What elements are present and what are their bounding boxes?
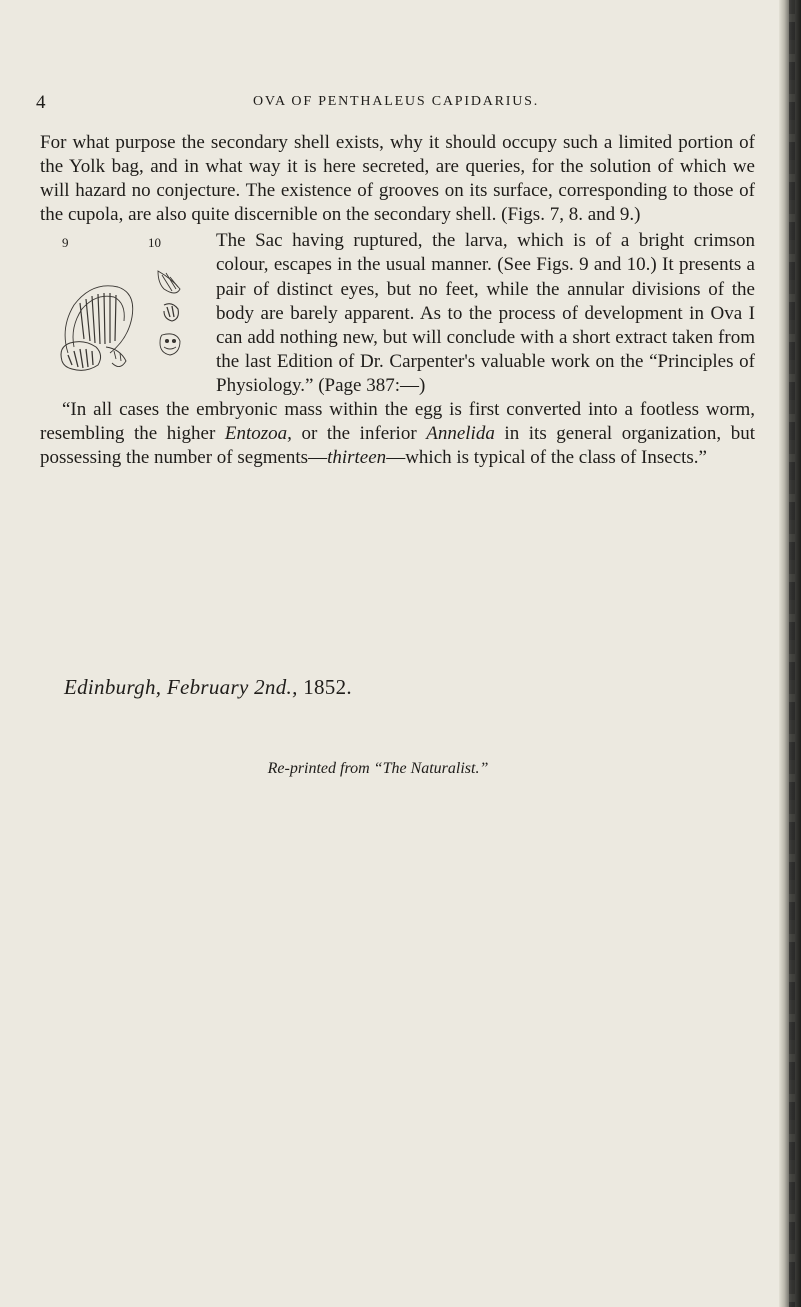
quote-text-2: or the inferior xyxy=(291,423,427,445)
quote-text-1: “In all cases the embryonic mass within the egg is first converted into a footless worm, resembling the higher xyxy=(40,399,755,445)
book-spine-texture xyxy=(789,0,795,1307)
quote-italic-annelida: Annelida xyxy=(426,423,495,445)
figure-9-label: 9 xyxy=(62,235,69,251)
quote-italic-thirteen: thirteen xyxy=(327,447,387,469)
running-head-title: OVA OF PENTHALEUS CAPIDARIUS. xyxy=(252,94,540,109)
paragraph-larva: The Sac having ruptured, the larva, which is of a bright crimson colour, escapes in the usual manner. (See Figs. 9 and 10.) It presents a pair of distinct eyes, but no feet, while the annular divisions of the body are barely apparent. As to the process of development in Ova I can add nothing new, but will conclude with a short extract taken from the last Edition of Dr. Carpenter's valuable work on the “Principles of Physiology.” (Page 387:—) xyxy=(216,230,755,396)
running-head xyxy=(36,92,756,114)
reprint-note: Re-printed from “The Naturalist.” xyxy=(267,760,489,777)
body-text xyxy=(40,131,755,470)
quote-italic-entozoa: Entozoa, xyxy=(224,423,292,445)
page-number: 4 xyxy=(36,92,46,113)
quote-text-3: in its general organization, but possessing the number of segments— xyxy=(40,423,755,469)
figure-ova-engraving xyxy=(40,243,210,381)
signature-line xyxy=(64,675,352,700)
paragraph-larva-wrapper xyxy=(40,229,755,398)
figure-9-egg-drawing xyxy=(61,286,133,371)
paragraph-secondary-shell: For what purpose the secondary shell exists, why it should occupy such a limited portion of the Yolk bag, and in what way it is here secreted, are queries, for the solution of which we will hazard no conjecture. The existence of grooves on its surface, corresponding to those of the cupola, are also quite discernible on the secondary shell. (Figs. 7, 8. and 9.) xyxy=(40,132,755,226)
signature-year: 1852. xyxy=(303,675,352,699)
book-spine-edge xyxy=(779,0,801,1307)
signature-place-date: Edinburgh, February 2nd., xyxy=(64,675,298,699)
figure-10-label: 10 xyxy=(148,235,161,251)
figure-illustrations xyxy=(40,231,210,381)
figure-10-larva-drawing xyxy=(158,271,180,355)
quote-text-4: —which is typical of the class of Insects.” xyxy=(386,447,707,469)
paragraph-quotation xyxy=(40,398,755,470)
